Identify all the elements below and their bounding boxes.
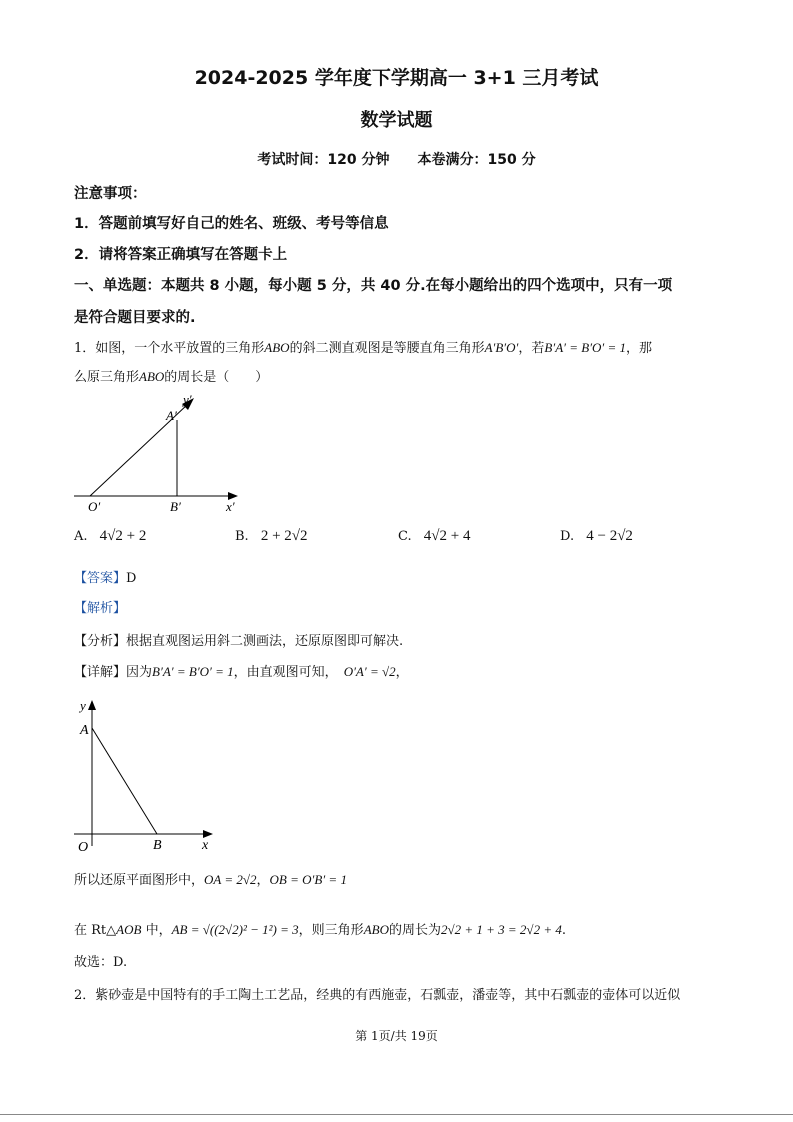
option-c-value: 4√2 + 4 [423, 528, 471, 544]
bottom-divider [0, 1114, 793, 1115]
fenxi-text: 根据直观图运用斜二测画法，还原原图即可解决. [126, 634, 404, 649]
q1-line2-abo: ABO [139, 369, 165, 384]
fenxi-tag: 【分析】 [74, 634, 127, 649]
option-d-label: D. [560, 529, 575, 544]
label-o-prime: O′ [88, 499, 101, 514]
label-b-prime: B′ [170, 499, 181, 514]
exam-info: 考试时间：120 分钟 本卷满分：150 分 [257, 152, 536, 168]
rt-equation: AB = √((2√2)² − 1²) = 3 [171, 922, 299, 937]
option-a[interactable] [74, 528, 146, 545]
detail-b: ，由直观图可知， [233, 665, 338, 680]
rt-d: 的周长为 [388, 923, 441, 938]
figure-oblique-view [70, 392, 250, 517]
notice-item-2: 2．请将答案正确填写在答题卡上 [74, 247, 288, 263]
rt-b: 中， [141, 923, 172, 938]
analysis-tag: 【解析】 [74, 601, 127, 616]
notice-heading: 注意事项： [74, 186, 147, 202]
x-axis-arrow [203, 830, 213, 838]
option-d-value: 4 − 2√2 [586, 528, 633, 544]
exam-title: 2024-2025 学年度下学期高一 3+1 三月考试 [194, 67, 599, 89]
restore-eq-oa: OA = 2√2 [204, 872, 257, 887]
rt-abo: ABO [363, 922, 389, 937]
q1-abo-prime: A′B′O′ [484, 340, 519, 355]
detail-condition: B′A′ = B′O′ = 1 [152, 664, 234, 679]
option-d[interactable] [560, 528, 633, 545]
label-x-prime: x′ [226, 499, 235, 514]
option-a-label: A. [74, 529, 88, 544]
answer-tag: 【答案】 [74, 571, 127, 586]
section1-line2: 是符合题目要求的. [74, 310, 196, 326]
q1-line2-b: 的周长是（ ） [164, 370, 269, 385]
q1-abo: ABO [264, 340, 290, 355]
detail-line [74, 661, 409, 680]
label-y-prime: y′ [183, 392, 192, 407]
option-b[interactable] [235, 528, 308, 545]
label-y: y [80, 698, 86, 713]
section1-line1: 一、单选题：本题共 8 小题，每小题 5 分，共 40 分.在每小题给出的四个选项中，只有一项 [74, 278, 673, 294]
page-number: 第 1页/共 19页 [355, 1029, 438, 1043]
label-b: B [153, 838, 162, 853]
restore-sep: ， [256, 873, 270, 888]
rt-c: ，则三角形 [298, 923, 364, 938]
option-b-label: B. [235, 529, 249, 544]
q1-stem-b: 的斜二测直观图是等腰直角三角形 [289, 341, 485, 356]
rt-perimeter: 2√2 + 1 + 3 = 2√2 + 4 [440, 922, 562, 937]
detail-equation: O′A′ = √2 [343, 664, 396, 679]
restore-line [74, 869, 347, 888]
rt-triangle: △AOB [106, 922, 142, 937]
rt-a: 在 Rt [74, 923, 107, 938]
rt-line [74, 919, 566, 938]
label-a-prime: A′ [166, 408, 177, 423]
label-o: O [78, 840, 89, 854]
q1-stem-c: ，若 [518, 341, 545, 356]
q1-stem-line1 [74, 337, 652, 356]
q1-stem-a: 1．如图，一个水平放置的三角形 [74, 341, 265, 356]
q1-line2-a: 么原三角形 [74, 370, 140, 385]
fenxi-line [74, 630, 403, 649]
segment-ab [92, 728, 157, 834]
option-a-value: 4√2 + 2 [99, 528, 147, 544]
answer-value: D [126, 571, 137, 586]
label-x: x [202, 838, 209, 853]
y-axis-arrow [88, 700, 96, 710]
notice-item-1: 1．答题前填写好自己的姓名、班级、考号等信息 [74, 216, 389, 232]
q2-stem: 2．紫砂壶是中国特有的手工陶土工艺品，经典的有西施壶，石瓢壶，潘壶等，其中石瓢壶的壶体可以近似 [74, 988, 681, 1003]
detail-tag: 【详解】 [74, 665, 127, 680]
answer-line [74, 567, 136, 586]
option-c-label: C. [398, 529, 412, 544]
restore-eq-ob: OB = O′B′ = 1 [269, 872, 347, 887]
q1-stem-d: ，那 [626, 341, 653, 356]
q1-condition: B′A′ = B′O′ = 1 [544, 340, 627, 355]
subject-title: 数学试题 [360, 110, 433, 131]
option-c[interactable] [398, 528, 470, 545]
figure-restored-triangle [70, 694, 220, 854]
choose-line: 故选：D. [74, 955, 128, 970]
rt-end: . [561, 923, 566, 938]
detail-a: 因为 [126, 665, 153, 680]
option-b-value: 2 + 2√2 [260, 528, 308, 544]
detail-c: ， [395, 665, 409, 680]
q1-stem-line2 [74, 366, 268, 385]
restore-a: 所以还原平面图形中， [74, 873, 205, 888]
label-a: A [80, 723, 89, 738]
